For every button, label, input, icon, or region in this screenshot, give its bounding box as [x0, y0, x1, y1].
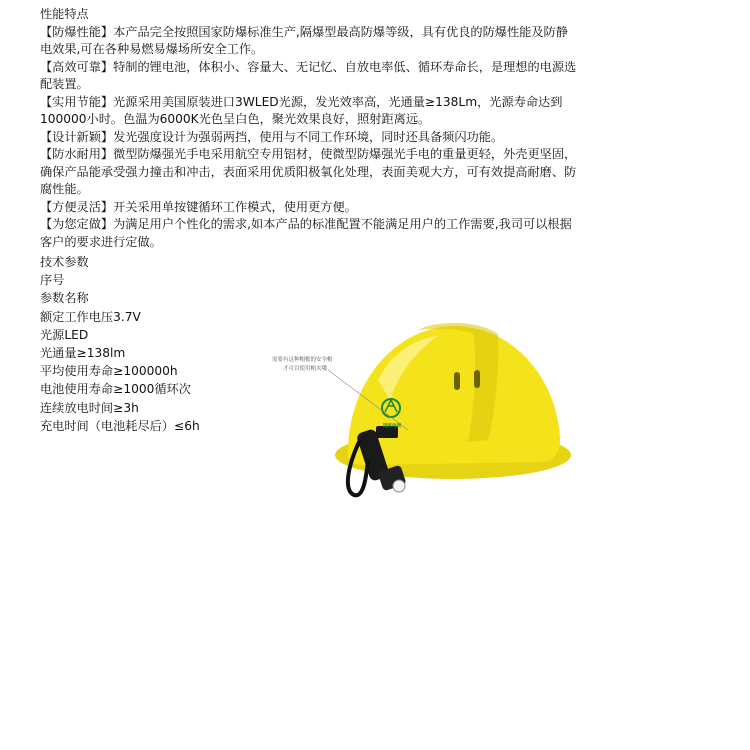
callout-text-1: 需要有这种帽檐的安全帽: [272, 357, 333, 363]
spec-lifetime: 平均使用寿命≥100000h: [40, 364, 178, 379]
spec-discharge-time: 连续放电时间≥3h: [40, 400, 139, 415]
spec-voltage: 额定工作电压3.7V: [40, 309, 141, 324]
logo-label: 国家电网: [383, 424, 401, 429]
specs-title: 技术参数: [40, 255, 89, 269]
feature-design: 【设计新颖】发光强度设计为强弱两挡，使用与不同工作环境，同时还具备频闪功能。: [40, 129, 504, 144]
helmet-flashlight-illustration: [268, 290, 588, 530]
callout-text-2: 才可以使用帽夹哦: [283, 366, 328, 372]
features-title: 性能特点: [40, 7, 89, 21]
features-list: [40, 24, 580, 252]
feature-custom: 【为您定做】为满足用户个性化的需求,如本产品的标准配置不能满足用户的工作需要,我司可以根据客户的要求进行定做。: [40, 217, 572, 249]
helmet-vent: [454, 372, 460, 390]
product-photo: [268, 290, 588, 530]
feature-energy-saving: 【实用节能】光源采用美国原装进口3WLED光源，发光效率高，光通量≥138Lm，光源寿命达到100000小时。色温为6000K光色呈白色，聚光效果良好，照射距离远。: [40, 94, 563, 126]
helmet-vent: [474, 370, 480, 388]
feature-convenient: 【方便灵活】开关采用单按键循环工作模式，使用更方便。: [40, 199, 357, 214]
spec-header-index: 序号: [40, 273, 65, 288]
flashlight-lens: [393, 480, 405, 492]
spec-charge-time: 充电时间（电池耗尽后）≤6h: [40, 418, 200, 433]
spec-header-name: 参数名称: [40, 291, 89, 306]
spec-light-source: 光源LED: [40, 327, 89, 342]
spec-battery-life: 电池使用寿命≥1000循环次: [40, 382, 191, 397]
spec-luminous-flux: 光通量≥138lm: [40, 346, 126, 361]
feature-efficient: 【高效可靠】特制的锂电池，体积小、容量大、无记忆、自放电率低、循环寿命长，是理想的电源选配装置。: [40, 59, 577, 91]
feature-explosion-proof: 【防爆性能】本产品完全按照国家防爆标准生产,隔爆型最高防爆等级，具有优良的防爆性能及防静电效果,可在各种易燃易爆场所安全工作。: [40, 24, 568, 56]
feature-waterproof: 【防水耐用】微型防爆强光手电采用航空专用铝材，使微型防爆强光手电的重量更轻，外壳更坚固，确保产品能承受强力撞击和冲击，表面采用优质阳极氧化处理，表面美观大方，可有效提高耐磨、防腐性能。: [40, 147, 577, 196]
